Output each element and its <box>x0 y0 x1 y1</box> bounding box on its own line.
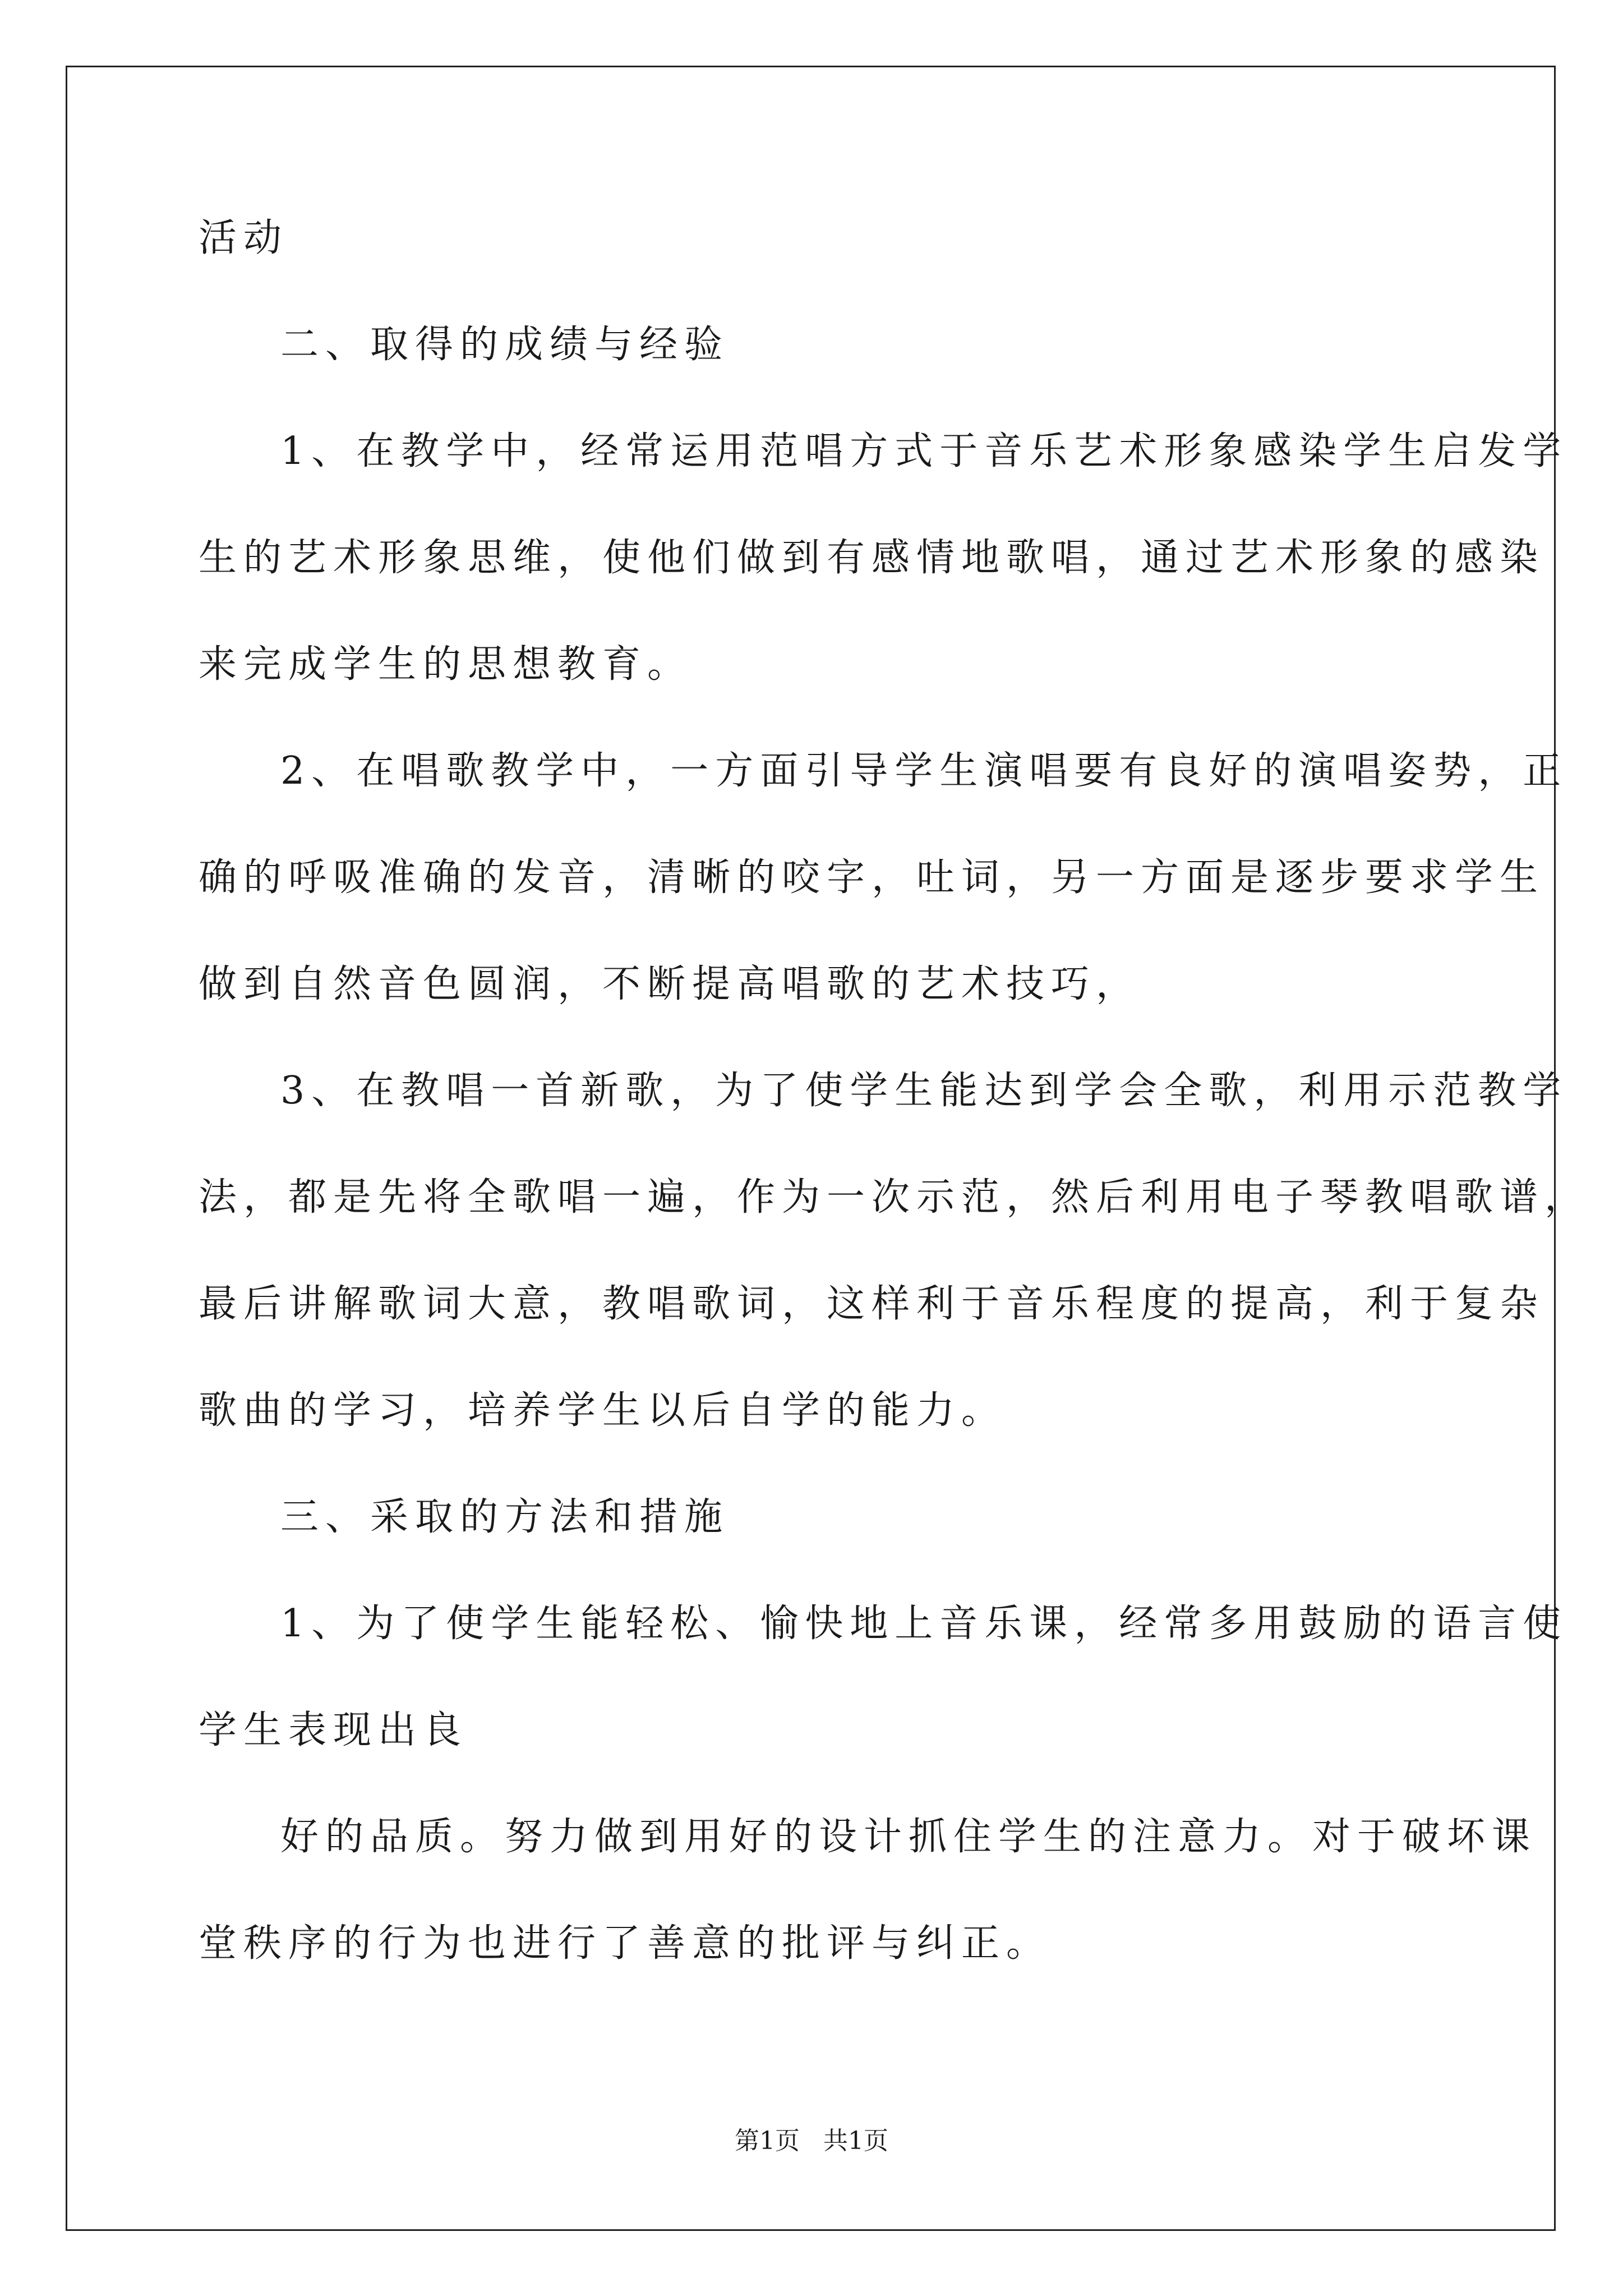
text-line: 1、在教学中，经常运用范唱方式于音乐艺术形象感染学生启发学 <box>280 429 1568 473</box>
page-footer <box>0 2120 1623 2156</box>
text-line: 2、在唱歌教学中，一方面引导学生演唱要有良好的演唱姿势，正 <box>280 749 1568 793</box>
text-line: 歌曲的学习，培养学生以后自学的能力。 <box>199 1388 1007 1433</box>
text-line: 确的呼吸准确的发音，清晰的咬字，吐词，另一方面是逐步要求学生 <box>199 855 1545 900</box>
page-total: 共1页 <box>823 2127 888 2155</box>
text-line: 学生表现出良 <box>199 1708 468 1752</box>
text-line: 好的品质。努力做到用好的设计抓住学生的注意力。对于破坏课 <box>280 1815 1537 1859</box>
text-line: 活动 <box>199 216 289 260</box>
text-line: 3、在教唱一首新歌，为了使学生能达到学会全歌，利用示范教学 <box>280 1069 1568 1113</box>
page-number: 第1页 <box>735 2127 800 2155</box>
text-line: 最后讲解歌词大意，教唱歌词，这样利于音乐程度的提高，利于复杂 <box>199 1282 1545 1326</box>
text-line: 法，都是先将全歌唱一遍，作为一次示范，然后利用电子琴教唱歌谱， <box>199 1175 1590 1220</box>
text-line: 生的艺术形象思维，使他们做到有感情地歌唱，通过艺术形象的感染 <box>199 536 1545 580</box>
section-heading: 二、取得的成绩与经验 <box>280 323 730 367</box>
section-heading: 三、采取的方法和措施 <box>280 1495 730 1539</box>
text-line: 1、为了使学生能轻松、愉快地上音乐课，经常多用鼓励的语言使 <box>280 1602 1568 1646</box>
text-line: 堂秩序的行为也进行了善意的批评与纠正。 <box>199 1921 1052 1966</box>
text-line: 做到自然音色圆润，不断提高唱歌的艺术技巧， <box>199 962 1141 1006</box>
text-line: 来完成学生的思想教育。 <box>199 642 693 687</box>
page-border <box>66 66 1556 2231</box>
